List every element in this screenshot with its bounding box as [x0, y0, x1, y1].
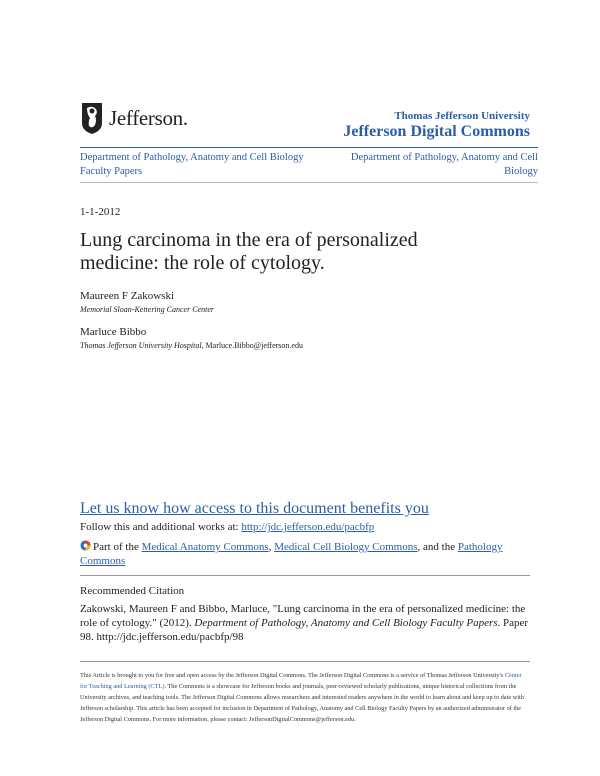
follow-line — [80, 521, 374, 533]
citation-series: Department of Pathology, Anatomy and Cell Biology Faculty Papers — [194, 617, 498, 629]
jefferson-seal-icon — [80, 101, 104, 135]
separator: , — [268, 541, 275, 553]
medical-anatomy-commons-link[interactable]: Medical Anatomy Commons — [141, 541, 269, 553]
pathology-commons-link[interactable]: Pathology Commons — [80, 541, 503, 567]
citation-divider — [80, 575, 530, 576]
footer-divider — [80, 661, 530, 662]
author-affiliation: Memorial Sloan-Kettering Cancer Center — [80, 305, 214, 314]
citation-paper: . Paper 98. — [80, 617, 529, 643]
citation-authors-title: Zakowski, Maureen F and Bibbo, Marluce, "Lung carcinoma in the era of personalized medicine: the role of cytology." (2012). — [80, 603, 526, 629]
citation-heading: Recommended Citation — [80, 585, 185, 597]
author-email[interactable]: Marluce.Bibbo@jefferson.edu — [205, 341, 303, 350]
collection-url-link[interactable]: http://jdc.jefferson.edu/pacbfp — [241, 521, 375, 533]
author-name: Marluce Bibbo — [80, 326, 147, 338]
part-of-commons — [80, 540, 530, 568]
logo-wordmark: Jefferson. — [109, 105, 188, 130]
part-of-label: Part of the — [93, 541, 142, 553]
jefferson-logo — [80, 101, 188, 135]
series-link[interactable]: Department of Pathology, Anatomy and Cell Biology Faculty Papers — [80, 152, 304, 177]
follow-label: Follow this and additional works at: — [80, 521, 242, 533]
department-divider — [80, 182, 538, 183]
separator: , and the — [417, 541, 458, 553]
citation-url[interactable]: http://jdc.jefferson.edu/pacbfp/98 — [96, 631, 244, 643]
repository-name: Jefferson Digital Commons — [343, 123, 530, 140]
author-name: Maureen F Zakowski — [80, 290, 175, 302]
ctl-link[interactable]: Center for Teaching and Learning (CTL) — [80, 672, 522, 690]
footer-text-end: . The Commons is a showcase for Jefferson books and journals, peer-reviewed scholarly publications, unique historical collections from the University archives, and teaching tools. The Jefferson Digital Commons allows researchers and interested readers anywhere in the world to learn about and keep up to date with Jefferson scholarship. This article has been accepted for inclusion in Department of Pathology, Anatomy and Cell Biology Faculty Papers by an authorized administrator of the Jefferson Digital Commons. For more information, please contact: JeffersonDigitalCommons@jefferson.edu. — [80, 683, 524, 723]
affiliation-name: Thomas Jefferson University Hospital — [80, 341, 202, 350]
footer-notice — [80, 670, 530, 725]
benefits-feedback-link[interactable]: Let us know how access to this document benefits you — [80, 500, 429, 517]
article-title: Lung carcinoma in the era of personalized medicine: the role of cytology. — [80, 229, 418, 274]
footer-text-start: This Article is brought to you for free and open access by the Jefferson Digital Commons. The Jefferson Digital Commons is a service of Thomas Jefferson University's — [80, 672, 505, 679]
medical-cell-biology-commons-link[interactable]: Medical Cell Biology Commons — [274, 541, 418, 553]
citation-text — [80, 602, 530, 644]
author-affiliation: Thomas Jefferson University Hospital, Marluce.Bibbo@jefferson.edu — [80, 341, 303, 350]
department-link[interactable]: Department of Pathology, Anatomy and Cell Biology — [350, 152, 538, 177]
header-divider — [80, 147, 538, 148]
publication-date: 1-1-2012 — [80, 206, 121, 218]
institution-name: Thomas Jefferson University — [394, 110, 530, 122]
institution-block — [343, 110, 530, 141]
commons-network-icon — [80, 540, 91, 551]
